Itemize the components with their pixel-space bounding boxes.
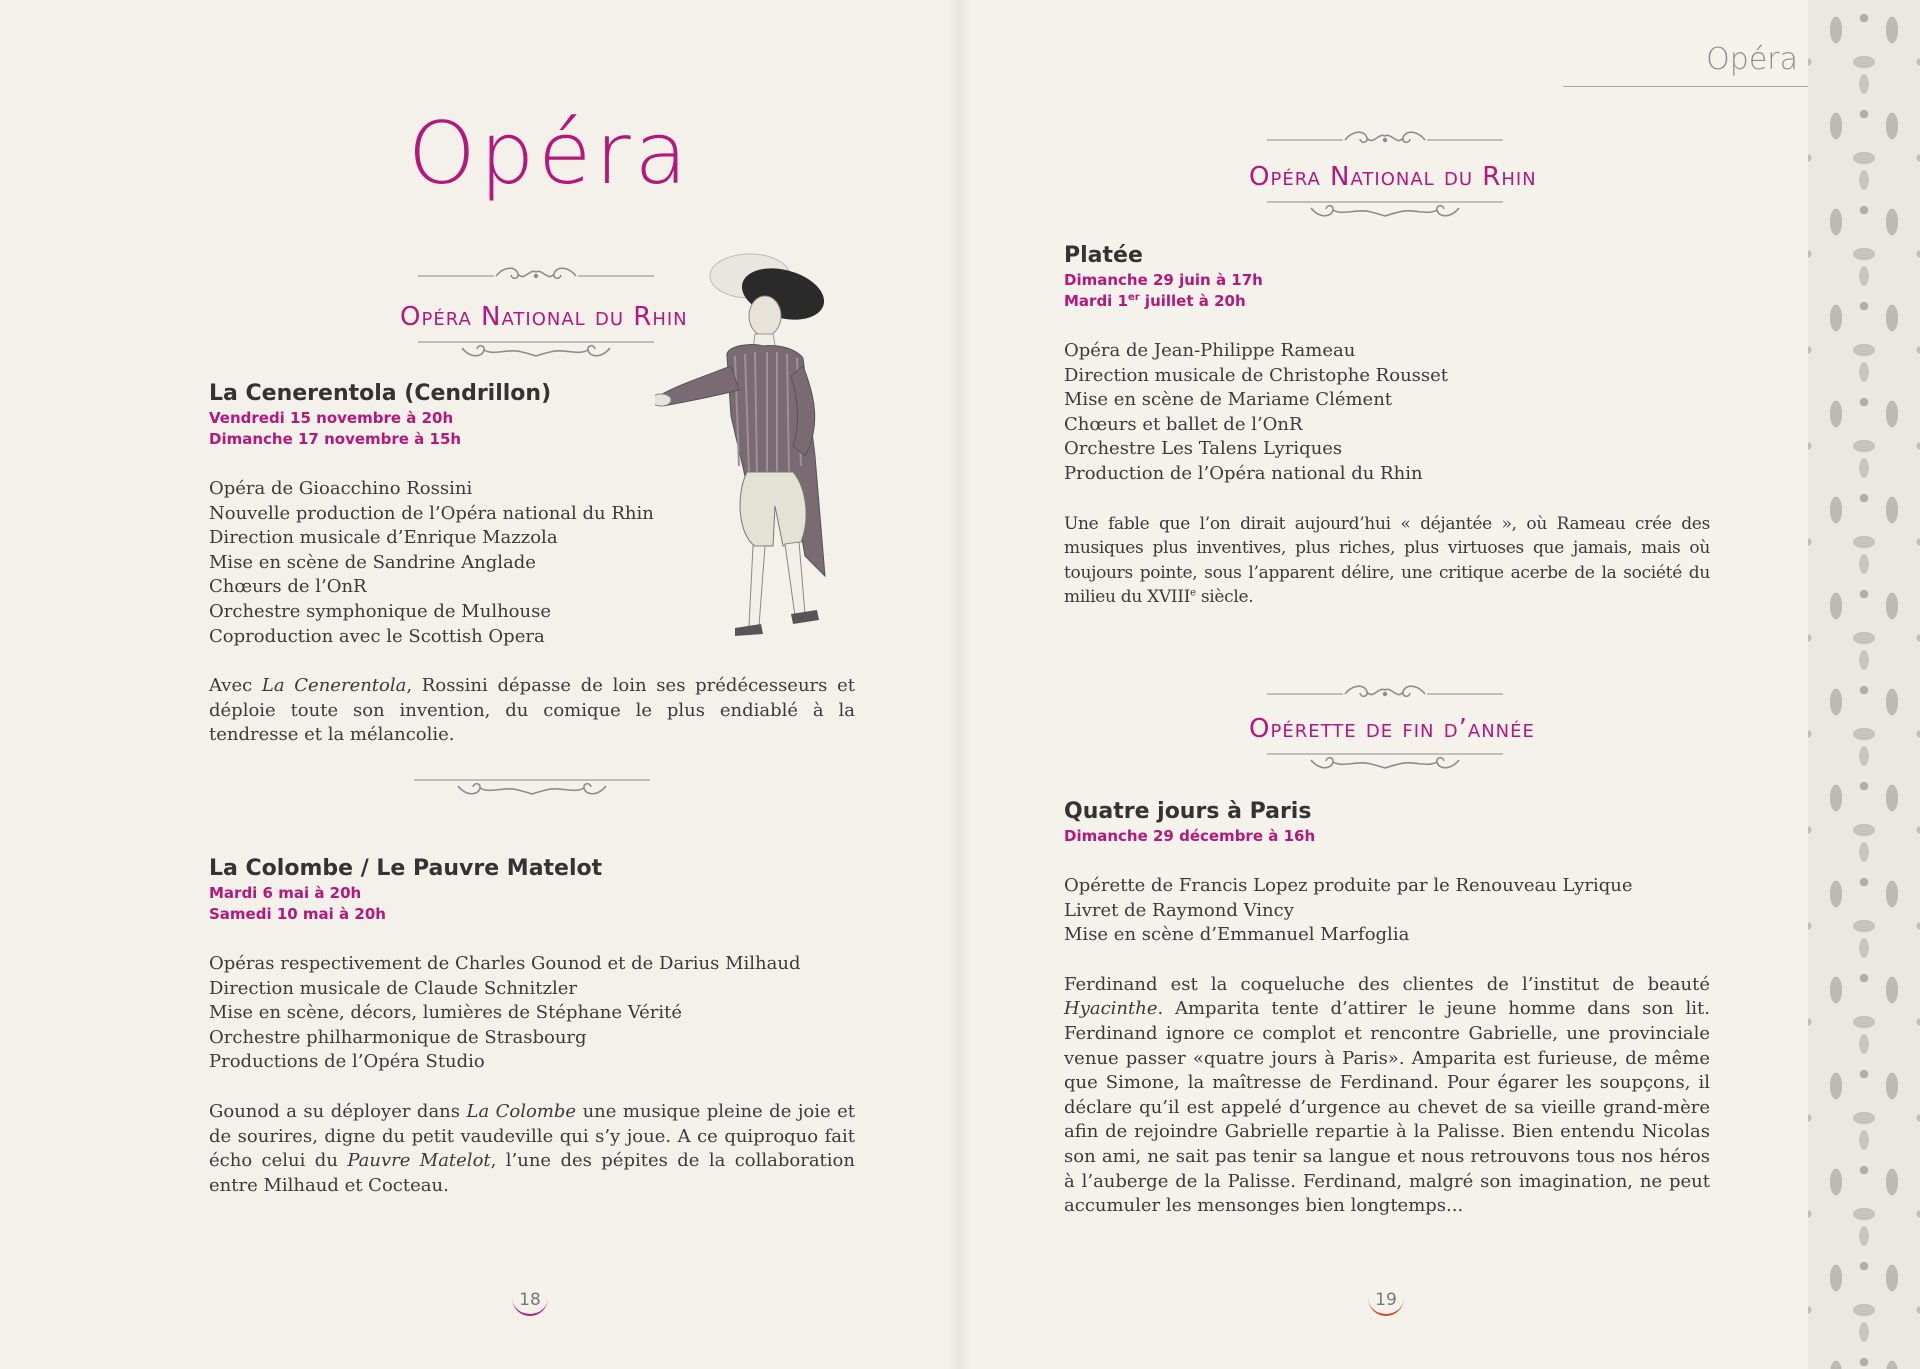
date-text: juillet à 20h [1139, 292, 1246, 310]
credit-line: Orchestre symphonique de Mulhouse [209, 600, 551, 622]
page-number-text: 19 [1375, 1290, 1397, 1310]
credit-line: Direction musicale de Christophe Rousset [1064, 364, 1449, 386]
event-date: Samedi 10 mai à 20h [209, 905, 386, 923]
flourish-bottom-ornament [1267, 198, 1503, 222]
event-credits [209, 952, 855, 1075]
credit-line: Productions de l’Opéra Studio [209, 1051, 485, 1073]
credit-line: Opéras respectivement de Charles Gounod et de Darius Milhaud [209, 953, 801, 974]
credit-line: Chœurs de l’OnR [209, 576, 367, 598]
credit-line: Nouvelle production de l’Opéra national du Rhin [209, 502, 654, 524]
event-description [209, 1100, 855, 1198]
section-heading-label: Opérette de fin d’année [1249, 714, 1535, 744]
event-description [1064, 973, 1710, 1219]
page-number-text: 18 [519, 1290, 541, 1310]
century-superscript: e [1190, 587, 1196, 599]
damask-border-pattern [1808, 0, 1920, 1369]
credit-line: Chœurs et ballet de l’OnR [1064, 413, 1303, 435]
section-heading-right-2 [1249, 680, 1535, 774]
flourish-bottom-ornament [418, 338, 654, 362]
section-heading-right-1 [1249, 126, 1537, 222]
event-description [1064, 512, 1710, 610]
credit-line: Orchestre Les Talens Lyriques [1064, 438, 1343, 460]
event-quatre-jours-a-paris [1064, 798, 1710, 1219]
description-text: , l’une des pépites de la collaboration entre Milhaud et Cocteau. [209, 1150, 855, 1196]
credit-line: Mise en scène d’Emmanuel Marfoglia [1064, 924, 1410, 946]
credit-line: Orchestre philharmonique de Strasbourg [209, 1026, 587, 1048]
running-head: Opéra [1706, 42, 1798, 77]
event-credits [1064, 339, 1710, 487]
flourish-bottom-ornament [1267, 750, 1503, 774]
event-la-colombe [209, 855, 855, 1198]
page-title: Opéra [408, 104, 692, 204]
description-text: Avec [209, 675, 262, 697]
event-description [209, 674, 855, 748]
event-date: Dimanche 17 novembre à 15h [209, 430, 462, 448]
date-text: Mardi 1 [1064, 292, 1128, 310]
event-title: Quatre jours à Paris [1064, 799, 1312, 824]
event-title: La Colombe / Le Pauvre Matelot [209, 856, 603, 881]
event-credits [1064, 874, 1710, 948]
event-date: Dimanche 29 juin à 17h [1064, 271, 1263, 289]
credit-line: Opérette de Francis Lopez produite par le Renouveau Lyrique [1064, 875, 1633, 896]
page-gutter [948, 0, 972, 1369]
description-text: siècle. [1195, 587, 1254, 608]
credit-line: Direction musicale de Claude Schnitzler [209, 977, 577, 999]
event-cenerentola [209, 380, 855, 748]
page-number-left [508, 1284, 552, 1320]
description-text: , Rossini dépasse de loin ses prédécesseurs et déploie toute son invention, du comique le plus endiablé à la tendresse et la mélancolie. [209, 675, 855, 746]
event-credits [209, 477, 855, 649]
section-heading-left [400, 262, 688, 362]
event-platee [1064, 242, 1710, 610]
flourish-divider [414, 776, 650, 800]
event-date [1064, 291, 1710, 312]
credit-line: Opéra de Jean-Philippe Rameau [1064, 340, 1356, 361]
description-text: Une fable que l’on dirait aujourd’hui « déjantée », où Rameau crée des musiques plus inventives, plus riches, plus virtuoses que jamais, mais où toujours pointe, sous l’apparent délire, une critique acerbe de la société du milieu du XVIII [1064, 513, 1710, 608]
event-date: Mardi 6 mai à 20h [209, 884, 362, 902]
running-head-rule [1563, 86, 1808, 87]
description-text: . Amparita tente d’attirer le jeune homme dans son lit. Ferdinand ignore ce complot et rencontre Gabrielle, une provinciale venue passer «quatre jours à Paris». Amparita est furieuse, de même que Simone, la maîtresse de Ferdinand. Pour égarer les soupçons, il déclare qu’il est appelé d’urgence au chevet de sa vieille grand-mère afin de rejoindre Gabrielle repartie à la Palisse. Bien entendu Nicolas son ami, ne sait pas tenir sa langue et nous retrouvons tous nos héros à l’auberge de la Palisse. Ferdinand, malgré son imagination, ne peut accumuler les mensonges bien longtemps... [1064, 998, 1710, 1217]
credit-line: Mise en scène de Mariame Clément [1064, 389, 1393, 411]
credit-line: Direction musicale d’Enrique Mazzola [209, 527, 558, 549]
description-text: Gounod a su déployer dans [209, 1100, 467, 1122]
flourish-top-ornament [1267, 126, 1503, 152]
description-title-emphasis: Pauvre Matelot [347, 1150, 491, 1172]
credit-line: Mise en scène, décors, lumières de Stéphane Vérité [209, 1002, 683, 1024]
credit-line: Opéra de Gioacchino Rossini [209, 478, 473, 499]
event-title: Platée [1064, 243, 1143, 268]
description-title-emphasis: La Cenerentola [261, 675, 407, 697]
flourish-top-ornament [418, 262, 654, 288]
event-date: Vendredi 15 novembre à 20h [209, 409, 454, 427]
date-ordinal: er [1127, 292, 1140, 303]
credit-line: Production de l’Opéra national du Rhin [1064, 462, 1423, 484]
description-title-emphasis: La Colombe [466, 1100, 577, 1122]
page-number-right [1364, 1284, 1408, 1320]
description-text: Ferdinand est la coqueluche des clientes de l’institut de beauté [1064, 973, 1710, 995]
section-heading-label: Opéra National du Rhin [400, 302, 688, 332]
event-date: Dimanche 29 décembre à 16h [1064, 827, 1316, 845]
description-title-emphasis: Hyacinthe [1064, 998, 1158, 1020]
section-heading-label: Opéra National du Rhin [1249, 162, 1537, 192]
event-title: La Cenerentola (Cendrillon) [209, 381, 552, 406]
credit-line: Coproduction avec le Scottish Opera [209, 625, 545, 647]
credit-line: Livret de Raymond Vincy [1064, 899, 1294, 921]
credit-line: Mise en scène de Sandrine Anglade [209, 551, 536, 573]
description-text: une musique pleine de joie et de sourires, digne du petit vaudeville qui s’y joue. A ce quiproquo fait écho celui du [209, 1100, 855, 1172]
flourish-top-ornament [1267, 680, 1503, 706]
